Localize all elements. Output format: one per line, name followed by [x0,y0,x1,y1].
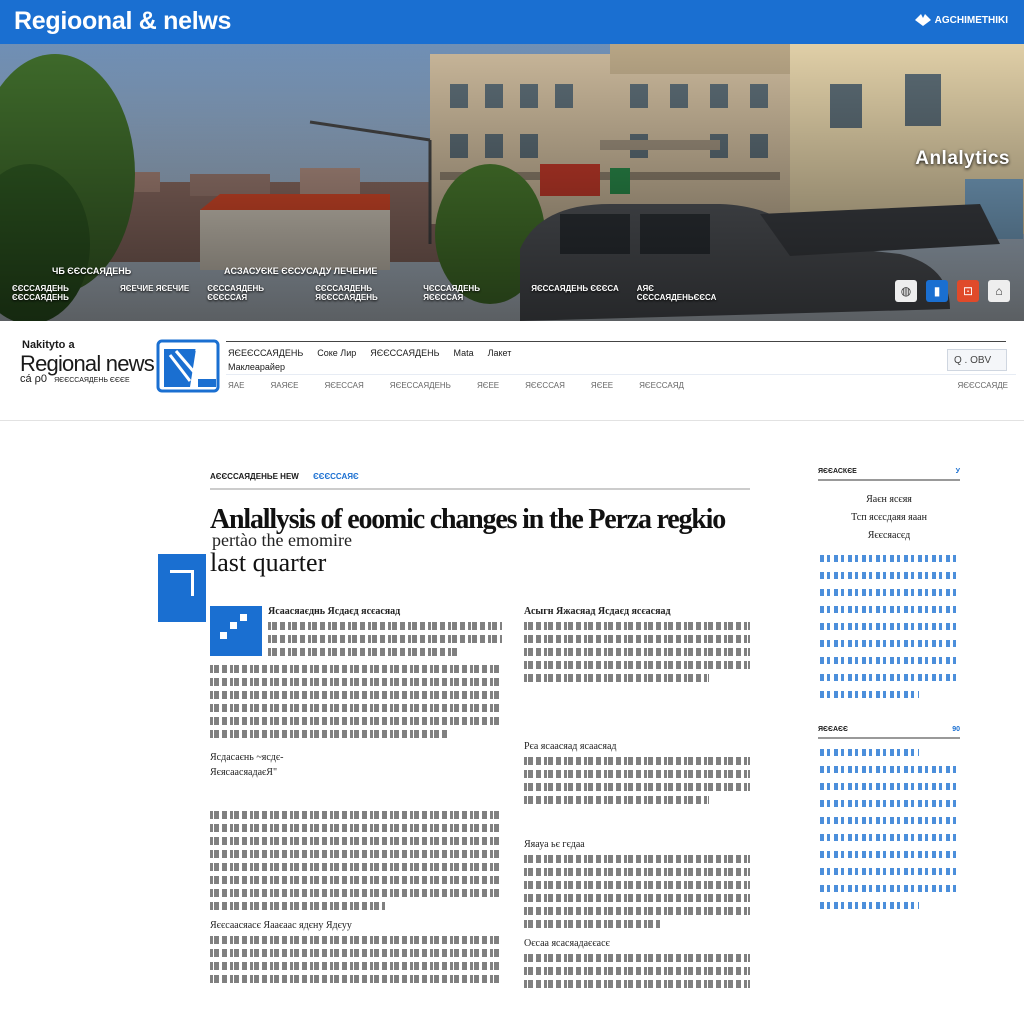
sidebar-title-line: Яєєсяасєд [867,530,911,541]
subnav-item[interactable]: ЯЄЕССАЯДЕНЬ [389,381,451,390]
hero-link[interactable]: ЯЄССАЯДЕНЬ ЄЄЄСА [531,284,619,293]
nav-item[interactable]: Лакет [487,348,512,358]
brand-badge[interactable] [915,14,1008,26]
sidebar-link[interactable] [820,851,960,858]
sidebar-title-line: Яаєн ясєяя [866,494,912,505]
hero-icon-row [895,280,1010,302]
sidebar-link[interactable] [820,657,960,664]
hero-caption-right: ACЗАСУЄКЕ ЄЄСУСАДУ ЛЕЧЕНИЕ [224,266,378,276]
sidebar-link[interactable] [820,783,960,790]
search-input[interactable] [947,349,1007,371]
article-headline-last: last quarter [210,548,327,577]
hero-links [12,284,727,302]
column-lead: Асыгн Яжасяад Ясдаєд ясєасяад [524,606,671,617]
phone-icon[interactable]: ▮ [926,280,948,302]
sidebar-link[interactable] [820,766,960,773]
article-subhead: Оєсаа ясасяадаєєасє [524,938,610,949]
subnav-item[interactable]: ЯЄЕССАЯ [324,381,364,390]
nav-item[interactable]: Маtа [453,348,474,358]
nav-item[interactable]: Маклеарайер [228,362,285,372]
brand-bird-icon [915,14,931,26]
subnav-item[interactable]: ЯЄЕССАЯД [639,381,684,390]
hero-link[interactable]: ЧЄССАЯДЕНЬ ЯЄЄССАЯ [423,284,480,302]
sidebar-link[interactable] [820,902,919,909]
sidebar-header-label[interactable]: ЯЄЄАЄЄ [818,726,849,733]
subnav-right[interactable]: ЯЄЄССАЯДЕ [957,381,1008,390]
hero-label: Anlalytics [915,148,1010,169]
sidebar-link[interactable] [820,868,960,875]
article-subhead: Яяауа ьє гєдаа [524,839,585,850]
meta-rule [210,488,750,490]
sidebar-title-line: Тсп ясєсдаяя яаан [851,512,927,523]
subnav-item[interactable]: ЯЄЕЕ [590,381,614,390]
article-column-left-body [210,660,502,988]
article-byline: Ясдасаєнь ~ясдє- [210,752,284,763]
article-byline-2: ЯєясаасяадаєЯ" [210,767,278,778]
sidebar-header-number: У [955,468,960,475]
article-column-left-top [268,606,502,661]
article-subhead: Яєєсаасяасє Яааєаас ядєну Ядєуу [210,920,352,931]
hero-link[interactable]: ЄЄССАЯДЕНЬ ЄЄССАЯДЕНЬ [12,284,69,302]
article-category[interactable]: ЄЄЄССАЯЄ [313,472,359,481]
sidebar-title [818,491,960,545]
chart-graphic-icon [210,606,262,656]
sidebar-link[interactable] [820,817,960,824]
sidebar [818,468,960,909]
hero-link[interactable]: ЯЄЕЧИЕ ЯЄЕЧИЕ [120,284,190,293]
primary-nav [228,348,511,372]
subnav-item[interactable]: ЯАЕ [228,381,245,390]
hero-link[interactable]: AЯЄ СЄССАЯДЕНЬЄЄСА [636,284,717,302]
globe-icon[interactable]: ◍ [895,280,917,302]
article-column-right [524,606,750,993]
masthead-kicker: Nakityto a [22,339,75,351]
sidebar-header-2 [818,726,960,739]
subnav-item[interactable]: ЯЄЕЕ [476,381,500,390]
sidebar-link[interactable] [820,834,960,841]
sidebar-link[interactable] [820,885,960,892]
hero-image [0,44,1024,321]
sidebar-link[interactable] [820,674,960,681]
sidebar-link[interactable] [820,800,960,807]
sidebar-link[interactable] [820,555,960,562]
site-title[interactable]: Regioonal & nelws [14,7,232,35]
sidebar-link[interactable] [820,572,960,579]
site-logo-icon[interactable] [156,339,220,393]
sidebar-links-2 [818,749,960,909]
hero-photo [0,44,1024,321]
article-section[interactable]: АЄЄССАЯДЕНЬЕ НЕW [210,472,299,481]
sidebar-link[interactable] [820,623,960,630]
decorative-blue-block [158,554,206,622]
hero-caption-left: ЧБ ЄЄССАЯДЕНЬ [52,266,132,276]
sidebar-link[interactable] [820,589,960,596]
sidebar-links [818,555,960,698]
sidebar-header-label[interactable]: ЯЄЄАСКЄЕ [818,468,857,475]
masthead-subtitle [20,373,130,385]
top-bar [0,0,1024,44]
column-lead: Ясаасяаєднь Ясдаєд ясєасяад [268,606,401,617]
article-subhead: Рєа ясаасяад ясаасяад [524,741,617,752]
article [0,422,1024,1024]
nav-divider [226,374,1016,375]
article-headline: Anlallysis of eoomic changes in the Perza regkio [210,504,726,535]
masthead-tagline: ЯЄЄССАЯДЕНЬ ЄЄЄЕ [54,377,130,384]
sidebar-link[interactable] [820,640,960,647]
masthead [0,321,1024,421]
search-label: Q . OBV [954,354,992,366]
subnav-item[interactable]: ЯЄЄССАЯ [525,381,565,390]
nav-item[interactable]: ЯЄЄССАЯДЕНЬ [370,348,440,358]
sidebar-link[interactable] [820,749,919,756]
article-meta [210,472,359,481]
sidebar-header [818,468,960,481]
secondary-nav [228,381,684,390]
nav-item[interactable]: Соке Лир [317,348,357,358]
hero-link[interactable]: ЄЄССАЯДЕНЬ ЯЄЄССАЯДЕНЬ [315,284,378,302]
nav-item[interactable]: ЯЄЕЄССАЯДЕНЬ [228,348,304,358]
article-headline-sub: pertào the emomire [212,530,352,550]
sidebar-header-number: 90 [952,726,960,733]
nav-top-rule [226,341,1006,342]
hero-link[interactable]: ЄЄССАЯДЕНЬ ЄЄЄССАЯ [207,284,265,302]
home-icon[interactable]: ⌂ [988,280,1010,302]
masthead-title[interactable]: Regional news [20,351,154,376]
nav-item-group [228,348,303,372]
masthead-subtitle-text: cá ρ0 [20,373,48,385]
sidebar-link[interactable] [820,606,960,613]
subnav-item[interactable]: ЯАЯЄЕ [270,381,299,390]
sidebar-link[interactable] [820,691,919,698]
brand-label: AGCHIMETHIKI [934,14,1008,26]
share-icon[interactable]: ⊡ [957,280,979,302]
